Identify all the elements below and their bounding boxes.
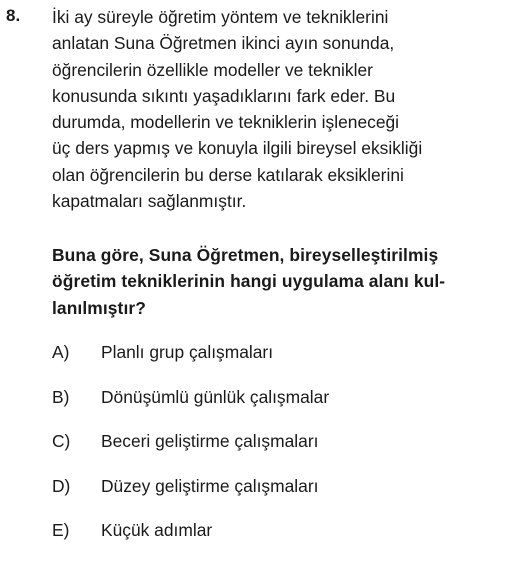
answer-options <box>52 339 522 562</box>
question-prompt <box>52 242 530 321</box>
question-stem <box>52 4 528 214</box>
option-text: Beceri geliştirme çalışmaları <box>101 431 319 451</box>
stem-line: olan öğrencilerin bu derse katılarak eksiklerini <box>52 164 404 185</box>
stem-line: üç ders yapmış ve konuyla ilgili bireysel eksikliği <box>52 138 423 159</box>
option-text: Planlı grup çalışmaları <box>101 342 274 362</box>
option-letter: B) <box>52 386 70 407</box>
option-letter: E) <box>52 520 70 540</box>
option-text: Küçük adımlar <box>101 520 213 540</box>
option-a[interactable] <box>52 339 522 384</box>
stem-line: konusunda sıkıntı yaşadıklarını fark eder. Bu <box>52 85 396 106</box>
option-text: Düzey geliştirme çalışmaları <box>101 475 319 496</box>
stem-line: anlatan Suna Öğretmen ikinci ayın sonunda, <box>52 33 395 54</box>
option-letter: C) <box>52 431 71 451</box>
prompt-line: öğretim tekniklerinin hangi uygulama alanı kul- <box>52 271 446 292</box>
option-b[interactable] <box>52 384 522 429</box>
stem-line: kapatmaları sağlanmıştır. <box>52 191 247 212</box>
stem-line: öğrencilerin özellikle modeller ve teknikler <box>52 59 373 80</box>
option-letter: D) <box>52 475 71 496</box>
option-d[interactable] <box>52 473 522 518</box>
stem-line: İki ay süreyle öğretim yöntem ve tekniklerini <box>52 7 389 27</box>
question-number: 8. <box>6 6 21 25</box>
option-e[interactable] <box>52 517 522 562</box>
prompt-line: Buna göre, Suna Öğretmen, bireyselleştirilmiş <box>52 245 439 265</box>
stem-line: durumda, modellerin ve tekniklerin işleneceği <box>52 112 400 133</box>
prompt-line: lanılmıştır? <box>52 297 146 318</box>
option-letter: A) <box>52 342 70 362</box>
option-text: Dönüşümlü günlük çalışmalar <box>101 386 330 407</box>
option-c[interactable] <box>52 428 522 473</box>
